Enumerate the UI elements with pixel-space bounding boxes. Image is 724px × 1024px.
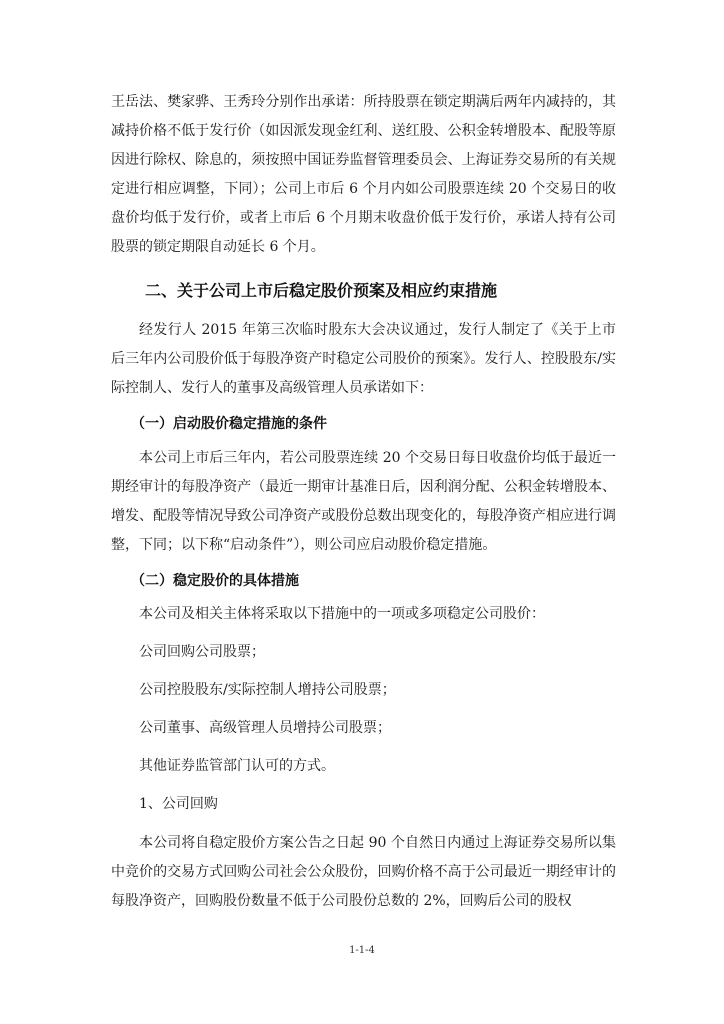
section-heading-stabilization: 二、关于公司上市后稳定股价预案及相应约束措施 [145, 281, 498, 300]
commitment-paragraph: 王岳法、樊家骅、王秀玲分别作出承诺：所持股票在锁定期满后两年内减持的，其减持价格不低于发行价（如因派发现金红利、送红股、公积金转增股本、配股等原因进行除权、除息的，须按照中国证券监督管理委员会、上海证券交易所的有关规定进行相应调整，下同）；公司上市后 6 个月内如公司股票连续 20 个交易日的收盘价均低于发行价，或者上市后 6 个月期末收盘价低于发行价，承诺人持有公司股票的锁定期限自动延长 6 个月。 [111, 94, 616, 255]
subsection-heading-trigger-conditions: （一）启动股价稳定措施的条件 [131, 416, 327, 432]
measures-intro: 本公司及相关主体将采取以下措施中的一项或多项稳定公司股价： [139, 606, 545, 622]
subsection-heading-specific-measures: （二）稳定股价的具体措施 [131, 573, 299, 589]
repurchase-paragraph: 本公司将自稳定股价方案公告之日起 90 个自然日内通过上海证券交易所以集中竞价的交易方式回购公司社会公众股份，回购价格不高于公司最近一期经审计的每股净资产，回购股份数量不低于公司股份总数的 2%，回购后公司的股权 [111, 835, 616, 909]
measure-item: 公司回购公司股票； [139, 644, 265, 660]
measure-item: 其他证券监管部门认可的方式。 [139, 758, 335, 774]
trigger-conditions-paragraph: 本公司上市后三年内，若公司股票连续 20 个交易日每日收盘价均低于最近一期经审计的每股净资产（最近一期审计基准日后，因利润分配、公积金转增股本、增发、配股等情况导致公司净资产或股份总数出现变化的，每股净资产相应进行调整，下同；以下称“启动条件”），则公司应启动股价稳定措施。 [111, 450, 616, 553]
sub-heading-company-repurchase: 1、公司回购 [139, 796, 218, 812]
stabilization-intro-paragraph: 经发行人 2015 年第三次临时股东大会决议通过，发行人制定了《关于上市后三年内公司股价低于每股净资产时稳定公司股价的预案》。发行人、控股股东/实际控制人、发行人的董事及高级管理人员承诺如下： [111, 322, 616, 396]
page-number: 1-1-4 [349, 945, 375, 956]
measure-item: 公司董事、高级管理人员增持公司股票； [139, 720, 391, 736]
document-body [111, 88, 616, 916]
measure-item: 公司控股股东/实际控制人增持公司股票； [139, 682, 396, 698]
